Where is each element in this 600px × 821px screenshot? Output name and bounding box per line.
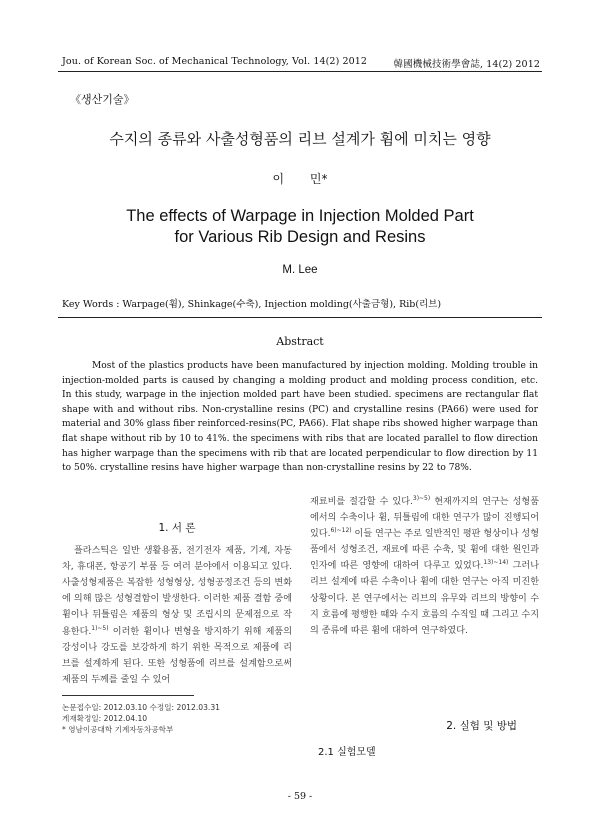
abstract-text: Most of the plastics products have been manufactured by injection molding. Molding trouble in injection-molded parts is caused by changing a molding product and molding process condition, etc. In this study, warpage in the injection molded part have been studied. specimens are rectangular flat shape with and without ribs. Non-crystalline resins (PC) and crystalline resins (PA66) were used for material and 30% glass fiber reinforced-resins(PC, PA66). Flat shape ribs showed higher warpage than flat shape without rib by 10 to 41%. the specimens with ribs that are located parallel to flow direction has higher warpage than the specimens with rib that are located perpendicular to flow direction by 11 to 50%. crystalline resins have higher warpage than non-crystalline resins by 22 to 78%.: [62, 361, 538, 474]
citation-ref: 13)~14): [483, 559, 509, 567]
subsection-2-1-heading: 2.1 실험모델: [318, 747, 376, 758]
citation-ref: 1)~5): [91, 624, 109, 632]
title-english: [0, 206, 600, 248]
citation-ref: 6)~12): [330, 527, 352, 535]
left-column: [62, 520, 292, 688]
abstract-heading: Abstract: [276, 335, 324, 348]
intro-cont-part3: 이들 연구는 주로 일반적인 평판 형상이나 성형품에서 성형조건, 재료에 따른 수축, 및 휨에 대한 원인과 인자에 따른 영향에 대하여 다루고 있었다.: [310, 529, 539, 572]
title-english-line1: The effects of Warpage in Injection Molded Part: [126, 207, 474, 225]
header-divider: [58, 71, 542, 72]
intro-paragraph-continued: [310, 494, 539, 639]
intro-cont-part1: 재료비를 절감할 수 있다.: [310, 497, 413, 507]
author-korean: 이 민*: [272, 172, 328, 186]
footnote-divider: [62, 695, 194, 696]
title-korean: 수지의 종류와 사출성형품의 리브 설계가 휨에 미치는 영향: [109, 130, 491, 148]
author-english: M. Lee: [282, 264, 318, 276]
intro-paragraph: [62, 543, 292, 688]
intro-text-part2: 이러한 휨이나 변형을 방지하기 위해 제품의 강성이나 강도를 보강하게 하기 위한 목적으로 제품에 리브를 설계하게 된다. 또한 성형품에 리브를 설계함으로써 제품의 두께를 줄일 수 있어: [62, 626, 292, 685]
section1-heading: 1. 서 론: [158, 522, 196, 534]
section2-heading: 2. 실험 및 방법: [446, 720, 517, 732]
citation-ref: 3)~5): [412, 494, 431, 502]
page-number: - 59 -: [287, 791, 313, 802]
accepted-date: 게재확정일: 2012.04.10: [62, 714, 148, 723]
footnotes: [62, 702, 220, 735]
category-label: 《생산기술》: [70, 93, 135, 106]
intro-cont-part2: 현재까지의 연구는 성형품에서의 수축이나 휨, 뒤틀림에 대한 연구가 많이 진행되어 있다.: [310, 497, 539, 540]
journal-header-ko: 韓國機械技術學會誌, 14(2) 2012: [393, 59, 540, 70]
received-date: 논문접수일: 2012.03.10 수정일: 2012.03.31: [62, 703, 220, 712]
intro-cont-part4: 그러나 리브 설계에 따른 수축이나 휨에 대한 연구는 아직 미진한 상황이다. 본 연구에서는 리브의 유무와 리브의 방향이 수지 흐름에 평행한 때와 수지 흐름의 수직일 때 그리고 수지의 종류에 따른 휨에 대하여 연구하였다.: [310, 561, 539, 636]
title-english-line2: for Various Rib Design and Resins: [174, 228, 426, 246]
intro-text-part1: 플라스틱은 일반 생활용품, 전기전자 제품, 기계, 자동차, 휴대폰, 항공기 부품 등 여러 분야에서 이용되고 있다. 사출성형제품은 복잡한 성형형상, 성형공정조건 등의 변화에 의해 많은 성형결함이 발생한다. 이러한 제품 결함 중에 휨이나 뒤틀림은 제품의 형상 및 조립시의 문제점으로 작용한다.: [62, 546, 292, 637]
journal-header-en: Jou. of Korean Soc. of Mechanical Technology, Vol. 14(2) 2012: [62, 56, 368, 67]
right-column: [310, 494, 539, 639]
section2-heading-row: [310, 718, 539, 733]
author-affiliation: * 영남이공대학 기계자동차공학부: [62, 725, 174, 734]
keywords: Key Words : Warpage(휨), Shinkage(수축), Injection molding(사출금형), Rib(리브): [62, 299, 442, 310]
keywords-divider: [58, 317, 542, 318]
